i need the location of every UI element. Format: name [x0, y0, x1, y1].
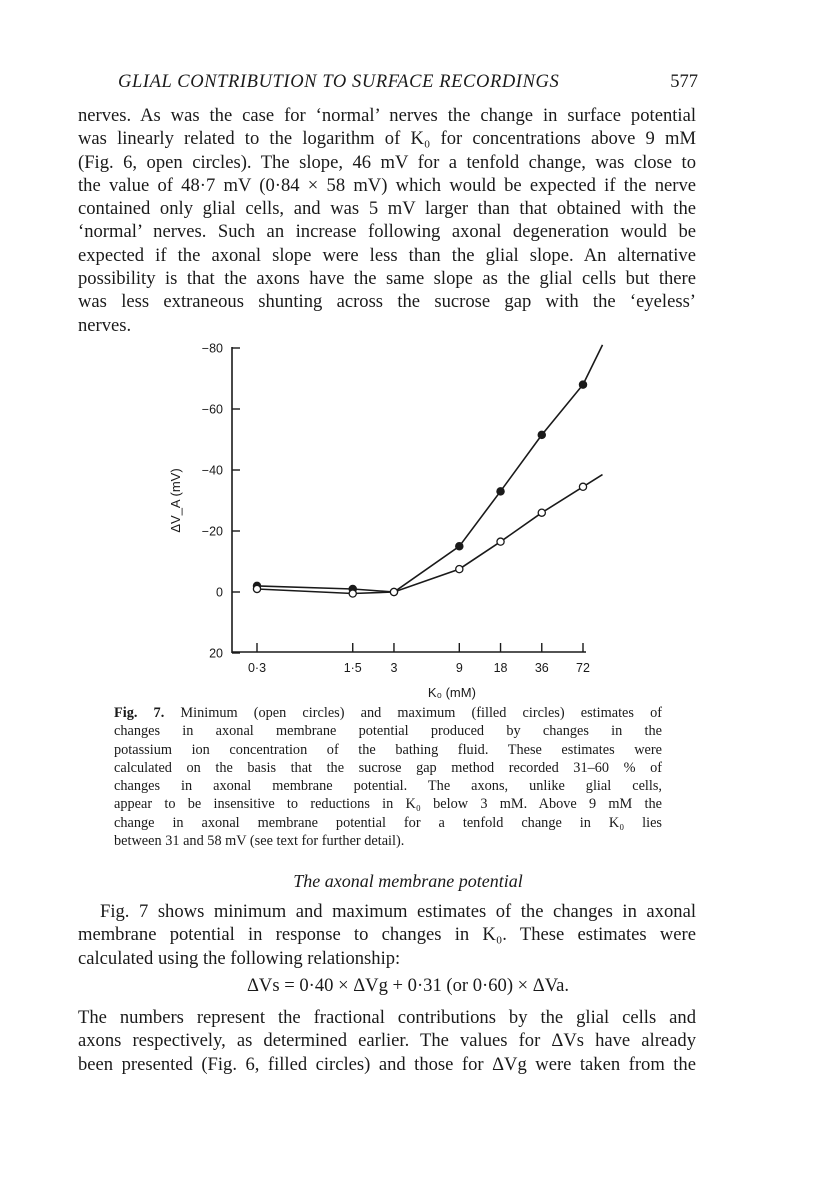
- text-line: (Fig. 6, open circles). The slope, 46 mV for a tenfold change, was close to: [78, 151, 696, 173]
- figure-caption: [114, 704, 662, 850]
- y-tick-label: −40: [201, 463, 223, 478]
- equation: ΔVs = 0·40 × ΔVg + 0·31 (or 0·60) × ΔVa.: [246, 975, 570, 996]
- open-circle-point: [538, 509, 545, 516]
- text-line: The numbers represent the fractional contributions by the glial cells and: [78, 1007, 696, 1028]
- y-tick-label: 0: [216, 585, 223, 600]
- x-tick-label: 72: [576, 661, 590, 675]
- text-line: Fig. 7 shows minimum and maximum estimates of the changes in axonal: [100, 901, 696, 922]
- text-line: expected if the axonal slope were less than the glial slope. An alternative: [78, 244, 696, 266]
- caption-line: change in axonal membrane potential for a tenfold change in K₀ lies: [114, 814, 662, 831]
- x-tick-label: 1·5: [343, 661, 362, 675]
- paragraph-2: [78, 900, 696, 970]
- series-line-2: [257, 475, 603, 594]
- x-tick-label: 3: [390, 661, 398, 675]
- open-circle-point: [456, 566, 463, 573]
- filled-circle-point: [579, 381, 586, 388]
- caption-line: Minimum (open circles) and maximum (filled circles) estimates of: [180, 705, 662, 721]
- running-header: [118, 72, 698, 98]
- text-line: was linearly related to the logarithm of K₀ for concentrations above 9 mM: [78, 128, 696, 150]
- paragraph-3: [78, 1006, 696, 1076]
- x-axis-label: K₀ (mM): [427, 685, 476, 700]
- x-tick-label: 9: [455, 661, 463, 675]
- text-line: membrane potential in response to changes in K₀. These estimates were: [78, 924, 696, 946]
- y-axis-label: ΔV_A (mV): [168, 468, 183, 533]
- caption-line: changes in axonal membrane potential produced by changes in the: [114, 723, 662, 740]
- text-line: been presented (Fig. 6, filled circles) and those for ΔVg were taken from the: [78, 1053, 696, 1075]
- text-line: the value of 48·7 mV (0·84 × 58 mV) which would be expected if the nerve: [78, 174, 696, 196]
- filled-circle-point: [497, 488, 504, 495]
- open-circle-point: [497, 538, 504, 545]
- y-tick-label: −80: [201, 341, 223, 356]
- text-line: nerves.: [78, 314, 132, 336]
- text-line: calculated using the following relationship:: [78, 947, 401, 969]
- caption-line: between 31 and 58 mV (see text for further detail).: [114, 833, 405, 850]
- open-circle-point: [349, 590, 356, 597]
- page-number: 577: [670, 72, 698, 92]
- figure-label: Fig. 7.: [114, 705, 165, 721]
- x-tick-label: 36: [534, 661, 549, 675]
- caption-line: appear to be insensitive to reductions in K₀ below 3 mM. Above 9 mM the: [114, 796, 662, 813]
- figure-7-chart: [166, 334, 616, 704]
- text-line: was less extraneous shunting across the sucrose gap with the ‘eyeless’: [78, 291, 696, 313]
- caption-line: calculated on the basis that the sucrose gap method recorded 31–60 % of: [114, 759, 662, 776]
- section-heading: The axonal membrane potential: [293, 871, 523, 891]
- text-line: contained only glial cells, and was 5 mV larger than that obtained with the: [78, 198, 696, 220]
- text-line: ‘normal’ nerves. Such an increase following axonal degeneration would be: [78, 221, 696, 243]
- running-title: GLIAL CONTRIBUTION TO SURFACE RECORDINGS: [118, 72, 560, 92]
- caption-line: changes in axonal membrane potential. The axons, unlike glial cells,: [114, 778, 662, 795]
- caption-line: potassium ion concentration of the bathing fluid. These estimates were: [114, 741, 662, 758]
- text-line: axons respectively, as determined earlier. The values for ΔVs have already: [78, 1030, 696, 1052]
- open-circle-point: [579, 483, 586, 490]
- paragraph-1: [78, 104, 696, 337]
- filled-circle-point: [538, 431, 545, 438]
- text-line: possibility is that the axons have the same slope as the glial cells but there: [78, 268, 696, 290]
- open-circle-point: [253, 585, 260, 592]
- open-circle-point: [390, 588, 397, 595]
- text-line: nerves. As was the case for ‘normal’ nerves the change in surface potential: [78, 105, 696, 126]
- y-tick-label: 20: [209, 646, 223, 661]
- y-tick-label: −60: [201, 402, 223, 417]
- y-tick-label: −20: [201, 524, 223, 539]
- x-tick-label: 0·3: [247, 661, 267, 675]
- series-line-1: [257, 345, 603, 592]
- x-tick-label: 18: [493, 661, 508, 675]
- filled-circle-point: [456, 543, 463, 550]
